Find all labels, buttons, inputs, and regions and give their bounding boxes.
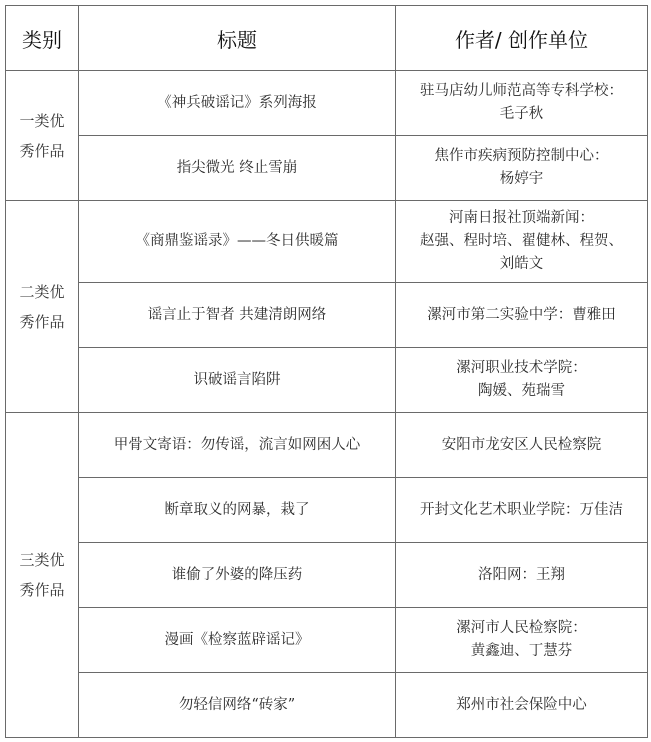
- author-line: 焦作市疾病预防控制中心：: [434, 148, 609, 164]
- category-line: 一类优: [19, 111, 65, 130]
- author-cell: [396, 348, 648, 413]
- header-title: 标题: [79, 6, 396, 71]
- category-line: 二类优: [19, 282, 65, 301]
- title-cell: 指尖微光 终止雪崩: [79, 136, 396, 201]
- author-line: 漯河市人民检察院：: [456, 620, 587, 636]
- header-category: 类别: [6, 6, 79, 71]
- category-line: 三类优: [19, 551, 65, 569]
- author-line: 河南日报社顶端新闻：: [449, 210, 594, 226]
- table-row: [6, 136, 648, 201]
- author-cell: [396, 608, 648, 673]
- title-cell: 漫画《检察蓝辟谣记》: [79, 608, 396, 673]
- author-cell: [396, 283, 648, 348]
- table-row: [6, 413, 648, 478]
- author-cell: [396, 673, 648, 738]
- author-line: 黄鑫迪、丁慧芬: [470, 643, 573, 659]
- title-cell: 勿轻信网络“砖家”: [79, 673, 396, 738]
- table-row: [6, 201, 648, 283]
- author-cell: [396, 413, 648, 478]
- category-line: 秀作品: [19, 141, 65, 160]
- awards-table: [5, 5, 648, 738]
- author-line: 漯河职业技术学院：: [456, 360, 587, 376]
- table-row: [6, 673, 648, 738]
- table-row: [6, 608, 648, 673]
- title-cell: 谁偷了外婆的降压药: [79, 543, 396, 608]
- author-cell: [396, 543, 648, 608]
- title-cell: 断章取义的网暴，栽了: [79, 478, 396, 543]
- author-cell: [396, 201, 648, 283]
- category-cell-third-class: [6, 413, 79, 738]
- title-cell: 谣言止于智者 共建清朗网络: [79, 283, 396, 348]
- author-cell: [396, 136, 648, 201]
- table-row: [6, 348, 648, 413]
- author-line: 开封文化艺术职业学院：万佳洁: [420, 501, 623, 518]
- title-cell: 甲骨文寄语：勿传谣，流言如网困人心: [79, 413, 396, 478]
- author-line: 郑州市社会保险中心: [456, 696, 587, 713]
- table-row: [6, 543, 648, 608]
- author-line: 洛阳网：王翔: [478, 566, 565, 583]
- table-row: [6, 71, 648, 136]
- author-line: 驻马店幼儿师范高等专科学校：: [420, 83, 623, 99]
- table-row: [6, 478, 648, 543]
- category-cell-second-class: [6, 201, 79, 413]
- author-line: 杨婷宇: [499, 171, 544, 187]
- title-cell: 《神兵破谣记》系列海报: [79, 71, 396, 136]
- author-line: 陶媛、苑瑞雪: [478, 383, 565, 399]
- table-row: [6, 283, 648, 348]
- title-cell: 识破谣言陷阱: [79, 348, 396, 413]
- author-cell: [396, 478, 648, 543]
- author-cell: [396, 71, 648, 136]
- category-line: 秀作品: [19, 312, 65, 331]
- header-row: [6, 6, 648, 71]
- title-cell: 《商鼎鉴谣录》——冬日供暖篇: [79, 201, 396, 283]
- author-line: 刘皓文: [499, 256, 544, 272]
- category-cell-first-class: [6, 71, 79, 201]
- author-line: 毛子秋: [499, 106, 544, 122]
- author-line: 安阳市龙安区人民检察院: [441, 436, 602, 453]
- author-line: 漯河市第二实验中学：曹雅田: [427, 306, 616, 323]
- author-line: 赵强、程时培、翟健林、程贺、: [420, 233, 623, 249]
- category-line: 秀作品: [19, 581, 65, 599]
- header-author: 作者/ 创作单位: [396, 6, 648, 71]
